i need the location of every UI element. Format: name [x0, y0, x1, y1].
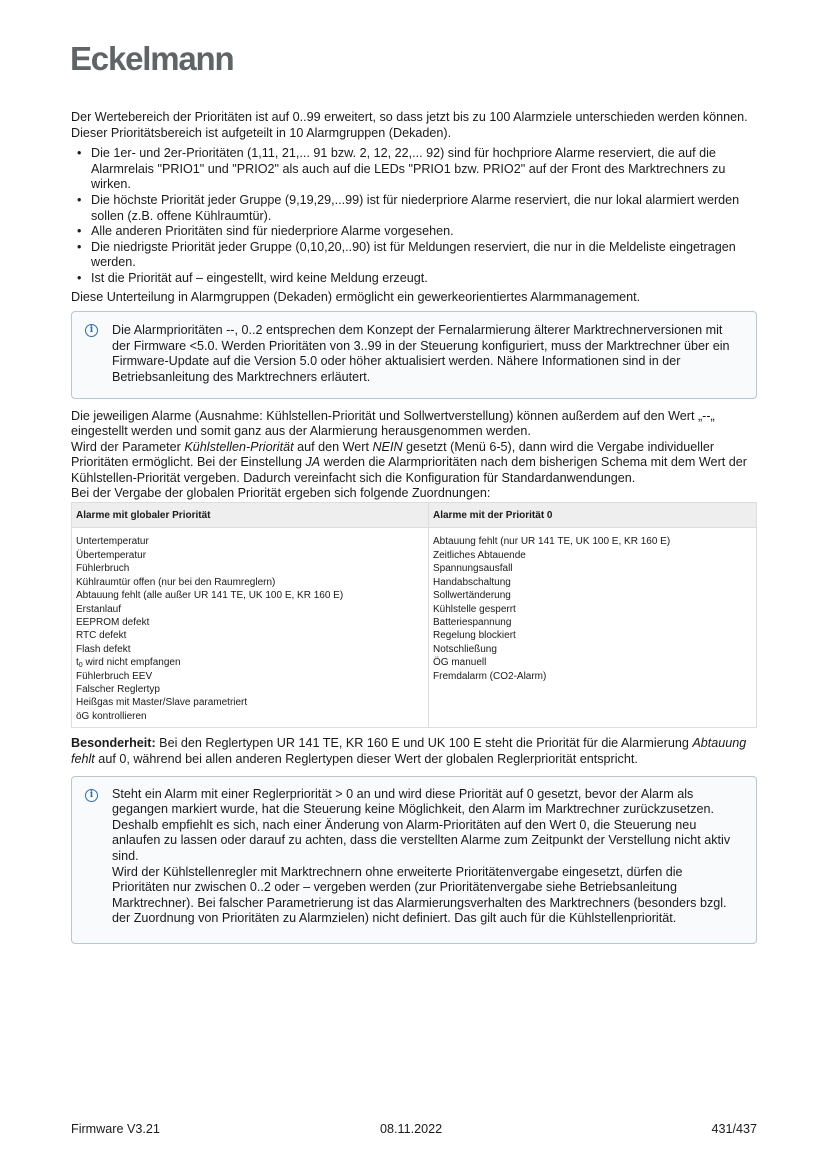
- alarm-item: ÖG manuell: [433, 657, 487, 669]
- column-header-global: Alarme mit globaler Priorität: [72, 503, 429, 528]
- page-footer: [71, 1122, 757, 1136]
- exclusion-paragraph: Die jeweiligen Alarme (Ausnahme: Kühlstellen-Priorität und Sollwertverstellung) können außerdem auf den Wert „--„ eingestellt werden und somit ganz aus der Alarmierung herausgenommen werden.: [71, 408, 715, 439]
- document-date: 08.11.2022: [380, 1122, 443, 1136]
- alarm-item: Fühlerbruch EEV: [76, 670, 153, 682]
- list-item: • Alle anderen Prioritäten sind für niederpriore Alarme vorgesehen.: [91, 224, 757, 240]
- alarm-item: öG kontrollieren: [76, 710, 147, 722]
- alarm-item: Abtauung fehlt (nur UR 141 TE, UK 100 E, KR 160 E): [433, 536, 671, 548]
- alarm-item: $t_0$ wird nicht empfangen: [76, 657, 181, 670]
- alarm-item: Fühlerbruch: [76, 563, 130, 575]
- alarm-item: Fremdalarm (CO2-Alarm): [433, 670, 547, 682]
- page-number: 431/437: [711, 1122, 757, 1136]
- info-note-priority-reset: [71, 776, 757, 944]
- note-text: Steht ein Alarm mit einer Reglerpriorität > 0 an und wird diese Priorität auf 0 gesetzt, bevor der Alarm als gegangen markiert wurde, hat die Steuerung keine Möglichkeit, den Alarm im Marktrechner zurückzusetzen. Deshalb empfiehlt es sich, nach einer Änderung von Alarm-Prioritäten auf den Wert 0, die Steuerung neu anlaufen zu lassen oder darauf zu achten, dass die verstellten Alarme zum Zeitpunkt der Verstellung nicht aktiv sind.: [112, 786, 731, 864]
- alarm-item: Falscher Reglertyp: [76, 683, 160, 695]
- alarm-name: Abtauung fehlt: [71, 736, 747, 767]
- assignment-intro: Bei der Vergabe der globalen Priorität ergeben sich folgende Zuordnungen:: [71, 486, 491, 501]
- list-item: • Die niedrigste Priorität jeder Gruppe (0,10,20,..90) ist für Meldungen reserviert, die nur in die Meldeliste eingetragen werden.: [91, 240, 757, 271]
- alarm-item: Sollwertänderung: [433, 590, 511, 602]
- special-label: Besonderheit:: [71, 736, 156, 751]
- alarm-item: Kühlstelle gesperrt: [433, 603, 516, 615]
- alarm-item: Zeitliches Abtauende: [433, 549, 526, 561]
- alarm-item: Übertemperatur: [76, 549, 147, 561]
- note-text: Wird der Kühlstellenregler mit Marktrechnern ohne erweiterte Prioritätenvergabe eingesetzt, dürfen die Prioritäten nur zwischen 0..2 oder – vergeben werden (zur Prioritätenvergabe siehe Betriebsanleitung Marktrechner). Bei falscher Parametrierung ist das Alarmierungsverhalten des Marktrechners (besonders bzgl. der Zuordnung von Prioritäten zu Alarmzielen) nicht definiert. Das gilt auch für die Kühlstellenpriorität.: [112, 864, 727, 926]
- list-item: • Die höchste Priorität jeder Gruppe (9,19,29,...99) ist für niederpriore Alarme reserviert, die nur lokal alarmiert werden sollen (z.B. offene Kühlraumtür).: [91, 193, 757, 224]
- column-header-priority-0: Alarme mit der Priorität 0: [429, 503, 757, 528]
- special-case-paragraph: Besonderheit: Bei den Reglertypen UR 141 TE, KR 160 E und UK 100 E steht die Priorität für die Alarmierung Abtauung fehlt auf 0, während bei allen anderen Reglertypen dieser Wert der globalen Reglerpriorität entspricht.: [71, 736, 747, 767]
- firmware-version: Firmware V3.21: [71, 1122, 160, 1136]
- table-header-row: [72, 503, 757, 528]
- alarm-item: Notschließung: [433, 643, 497, 655]
- list-item: • Die 1er- und 2er-Prioritäten (1,11, 21,... 91 bzw. 2, 12, 22,... 92) sind für hochpriore Alarme reserviert, die auf die Alarmrelais "PRIO1" und "PRIO2" als auch auf die LEDs "PRIO1 bzw. PRIO2" auf der Front des Marktrechners zu wirken.: [91, 146, 757, 193]
- alarm-item: Untertemperatur: [76, 536, 149, 548]
- priority-0-alarms: [429, 528, 757, 728]
- param-name: Kühlstellen-Priorität: [184, 439, 294, 454]
- list-item: • Ist die Priorität auf – eingestellt, wird keine Meldung erzeugt.: [91, 271, 757, 287]
- alarm-item: Flash defekt: [76, 643, 131, 655]
- info-icon: i: [85, 324, 98, 337]
- alarm-item: Batteriespannung: [433, 616, 512, 628]
- global-priority-alarms: [72, 528, 429, 728]
- info-note-firmware: [71, 311, 757, 398]
- alarm-item: Regelung blockiert: [433, 630, 516, 642]
- alarm-item: RTC defekt: [76, 630, 127, 642]
- alarm-item: EEPROM defekt: [76, 616, 150, 628]
- value-ja: JA: [305, 455, 321, 470]
- alarm-item: Heißgas mit Master/Slave parametriert: [76, 697, 248, 709]
- intro-paragraph: Der Wertebereich der Prioritäten ist auf 0..99 erweitert, so dass jetzt bis zu 100 Alarmziele unterschieden werden können. Dieser Prioritätsbereich ist aufgeteilt in 10 Alarmgruppen (Dekaden).: [71, 110, 748, 140]
- alarm-item: Spannungsausfall: [433, 563, 513, 575]
- alarm-item: Kühlraumtür offen (nur bei den Raumreglern): [76, 576, 276, 588]
- value-nein: NEIN: [372, 439, 403, 454]
- priority-rules-list: [71, 146, 757, 286]
- priority-assignment-table: [71, 502, 757, 728]
- info-icon: i: [85, 789, 98, 802]
- alarm-item: Abtauung fehlt (alle außer UR 141 TE, UK 100 E, KR 160 E): [76, 590, 344, 602]
- alarm-item: Handabschaltung: [433, 576, 511, 588]
- parameter-paragraph: Wird der Parameter Kühlstellen-Priorität auf den Wert NEIN gesetzt (Menü 6-5), dann wird die Vergabe individueller Prioritäten ermöglicht. Bei der Einstellung JA werden die Alarmprioritäten nach dem bisherigen Schema mit dem Wert der Kühlstellen-Priorität vergeben. Dadurch vereinfacht sich die Konfiguration für Standardanwendungen.: [71, 439, 747, 485]
- alarm-item: Erstanlauf: [76, 603, 122, 615]
- note-text: Die Alarmprioritäten --, 0..2 entsprechen dem Konzept der Fernalarmierung älterer Marktrechnerversionen mit der Firmware <5.0. Werden Prioritäten von 3..99 in der Steuerung konfiguriert, muss der Marktrechner über ein Firmware-Update auf die Version 5.0 oder höher aktualisiert werden. Nähere Informationen sind in der Betriebsanleitung des Marktrechners erläutert.: [112, 323, 730, 384]
- alarm-groups-paragraph: Diese Unterteilung in Alarmgruppen (Dekaden) ermöglicht ein gewerkeorientiertes Alarmmanagement.: [71, 289, 641, 304]
- table-row: [72, 528, 757, 728]
- eckelmann-logo: Eckelmann: [70, 40, 234, 77]
- page-content: [71, 110, 757, 954]
